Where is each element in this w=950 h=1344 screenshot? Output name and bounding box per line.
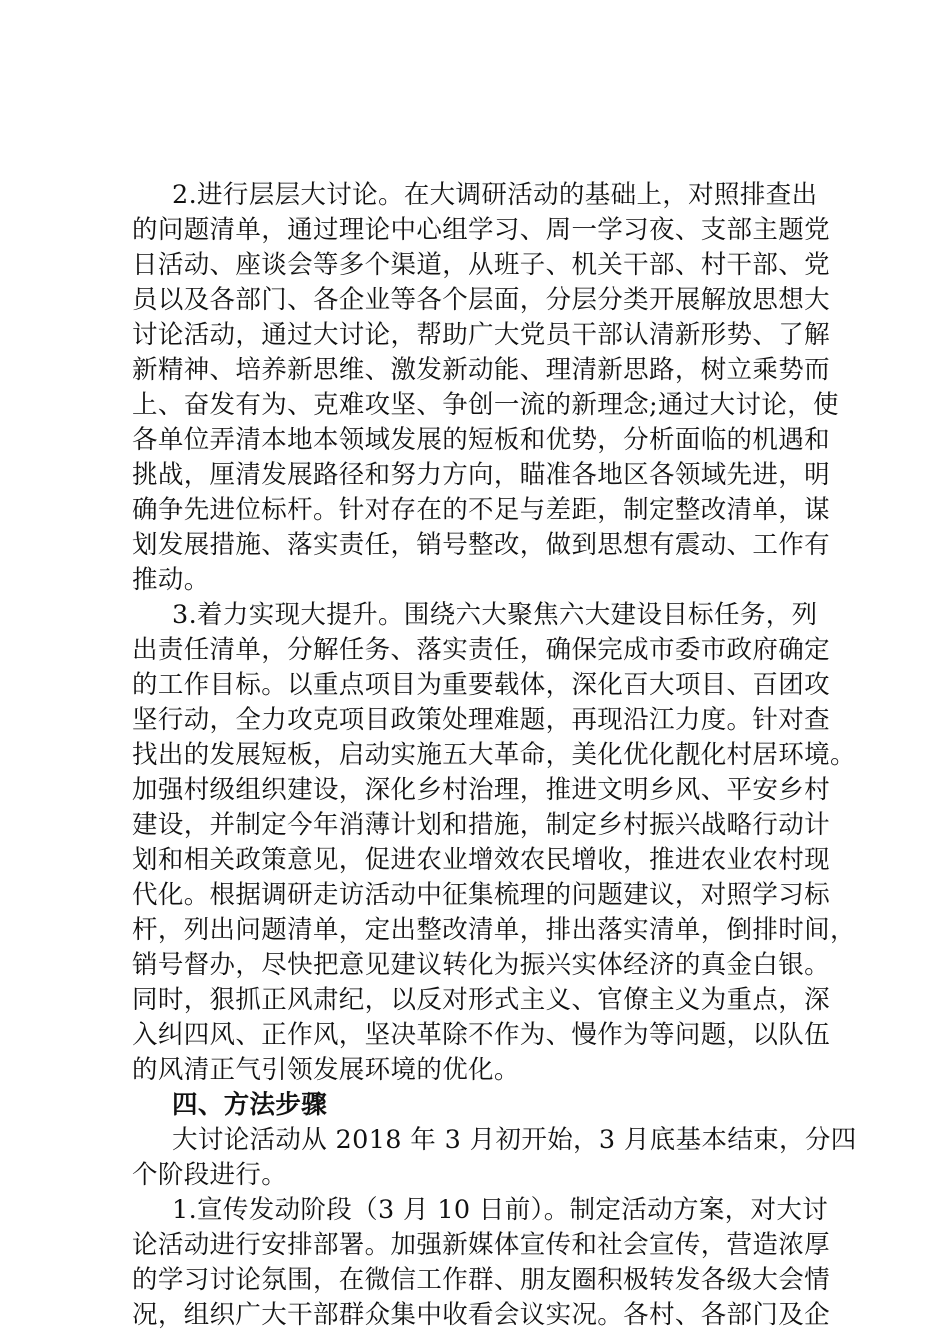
body-text-line: 的工作目标。以重点项目为重要载体，深化百大项目、百团攻	[132, 670, 830, 700]
body-text-line: 的风清正气引领发展环境的优化。	[132, 1055, 520, 1085]
body-text-line: 2.进行层层大讨论。在大调研活动的基础上，对照排查出	[172, 180, 818, 210]
body-text-line: 1.宣传发动阶段（3 月 10 日前）。制定活动方案，对大讨	[172, 1195, 829, 1225]
body-text-line: 论活动进行安排部署。加强新媒体宣传和社会宣传，营造浓厚	[132, 1230, 830, 1260]
body-text-line: 确争先进位标杆。针对存在的不足与差距，制定整改清单，谋	[132, 495, 830, 525]
body-text-line: 入纠四风、正作风，坚决革除不作为、慢作为等问题，以队伍	[132, 1020, 830, 1050]
section-heading: 四、方法步骤	[172, 1090, 328, 1120]
body-text-line: 的问题清单，通过理论中心组学习、周一学习夜、支部主题党	[132, 215, 830, 245]
body-text-line: 的学习讨论氛围，在微信工作群、朋友圈积极转发各级大会情	[132, 1265, 830, 1295]
body-text-line: 况，组织广大干部群众集中收看会议实况。各村、各部门及企	[132, 1300, 830, 1330]
body-text-line: 讨论活动，通过大讨论，帮助广大党员干部认清新形势、了解	[132, 320, 830, 350]
body-text-line: 3.着力实现大提升。围绕六大聚焦六大建设目标任务，列	[172, 600, 818, 630]
body-text-line: 上、奋发有为、克难攻坚、争创一流的新理念;通过大讨论，使	[132, 390, 839, 420]
body-text-line: 推动。	[132, 565, 210, 595]
body-text-line: 挑战，厘清发展路径和努力方向，瞄准各地区各领域先进，明	[132, 460, 830, 490]
body-text-line: 大讨论活动从 2018 年 3 月初开始，3 月底基本结束，分四	[172, 1125, 857, 1155]
body-text-line: 出责任清单，分解任务、落实责任，确保完成市委市政府确定	[132, 635, 830, 665]
body-text-line: 代化。根据调研走访活动中征集梳理的问题建议，对照学习标	[132, 880, 830, 910]
body-text-line: 划发展措施、落实责任，销号整改，做到思想有震动、工作有	[132, 530, 830, 560]
body-text-line: 日活动、座谈会等多个渠道，从班子、机关干部、村干部、党	[132, 250, 830, 280]
body-text-line: 杆，列出问题清单，定出整改清单，排出落实清单，倒排时间，	[132, 915, 856, 945]
body-text-line: 新精神、培养新思维、激发新动能、理清新思路，树立乘势而	[132, 355, 830, 385]
body-text-line: 划和相关政策意见，促进农业增效农民增收，推进农业农村现	[132, 845, 830, 875]
body-text-line: 销号督办，尽快把意见建议转化为振兴实体经济的真金白银。	[132, 950, 830, 980]
body-text-line: 员以及各部门、各企业等各个层面，分层分类开展解放思想大	[132, 285, 830, 315]
body-text-line: 找出的发展短板，启动实施五大革命，美化优化靓化村居环境。	[132, 740, 856, 770]
body-text-line: 建设，并制定今年消薄计划和措施，制定乡村振兴战略行动计	[132, 810, 830, 840]
body-text-line: 各单位弄清本地本领域发展的短板和优势，分析面临的机遇和	[132, 425, 830, 455]
body-text-line: 个阶段进行。	[132, 1160, 288, 1190]
body-text-line: 加强村级组织建设，深化乡村治理，推进文明乡风、平安乡村	[132, 775, 830, 805]
body-text-line: 坚行动，全力攻克项目政策处理难题，再现沿江力度。针对查	[132, 705, 830, 735]
body-text-line: 同时，狠抓正风肃纪，以反对形式主义、官僚主义为重点，深	[132, 985, 830, 1015]
